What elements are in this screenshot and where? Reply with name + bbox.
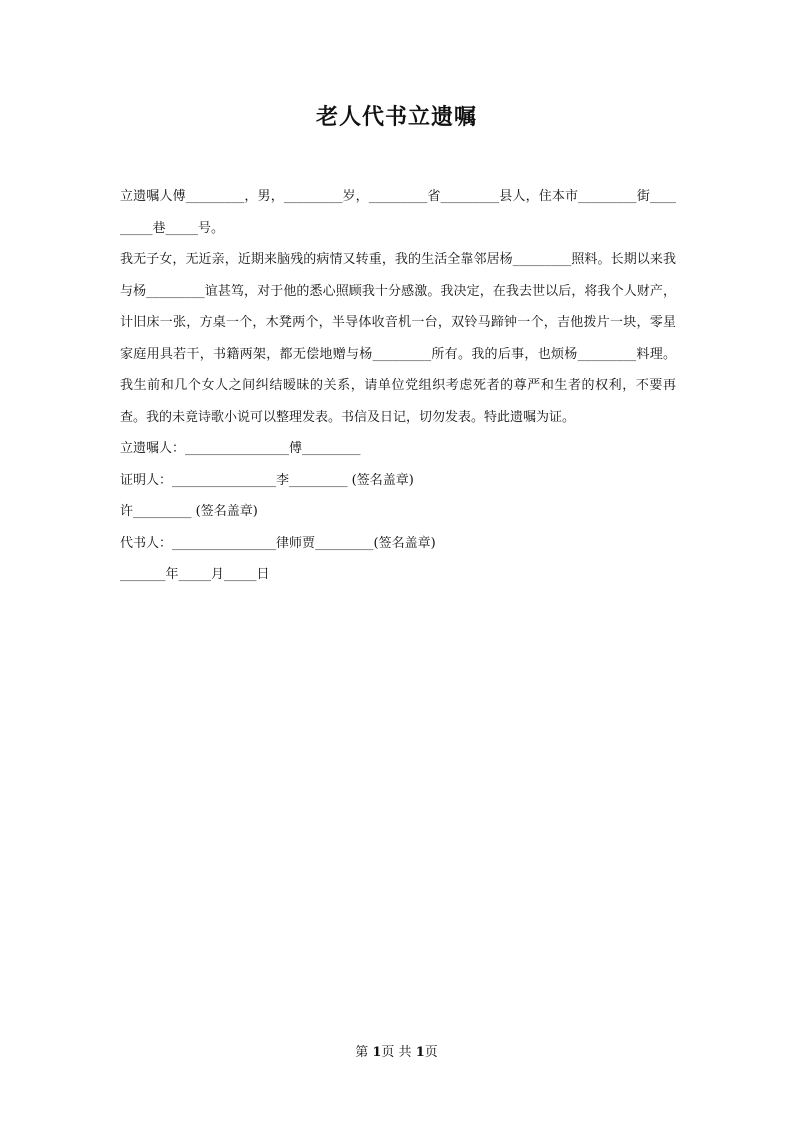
- footer-total-pages: 1: [415, 1045, 425, 1060]
- footer-prefix: 第: [355, 1045, 373, 1060]
- second-witness-signature-line: 许_________ (签名盖章): [120, 504, 258, 519]
- page-footer: [0, 1041, 793, 1060]
- footer-page-number: 1: [372, 1045, 382, 1060]
- will-content-paragraph: 我无子女，无近亲，近期来脑残的病情又转重，我的生活全靠邻居杨_________照料。长期以来我与杨_________谊甚笃，对于他的悉心照顾我十分感激。我决定，在我去世以后，将我个人财产，计旧床一张，方桌一个，木凳两个，半导体收音机一台，双铃马蹄钟一个，吉他拨片一块，零星家庭用具若干，书籍两架，都无偿地赠与杨_________所有。我的后事，也烦杨_________料理。我生前和几个女人之间纠结暧昧的关系，请单位党组织考虑死者的尊严和生者的权利，不要再查。我的未竟诗歌小说可以整理发表。书信及日记，切勿发表。特此遗嘱为证。: [120, 252, 676, 425]
- testator-info-paragraph: 立遗嘱人傅_________，男，_________岁，_________省_________县人，住本市_________街_________巷_____号。: [120, 189, 676, 236]
- scribe-signature-line: 代书人：________________律师贾_________(签名盖章): [120, 535, 436, 551]
- testator-signature-line: 立遗嘱人：________________傅_________: [120, 441, 361, 456]
- document-body: [120, 181, 676, 591]
- witness-signature-line: 证明人：________________李_________ (签名盖章): [120, 472, 414, 488]
- document-title: 老人代书立遗嘱: [315, 104, 477, 130]
- date-line: _______年_____月_____日: [120, 567, 270, 582]
- footer-suffix: 页: [424, 1045, 438, 1060]
- footer-middle: 页 共: [381, 1045, 416, 1060]
